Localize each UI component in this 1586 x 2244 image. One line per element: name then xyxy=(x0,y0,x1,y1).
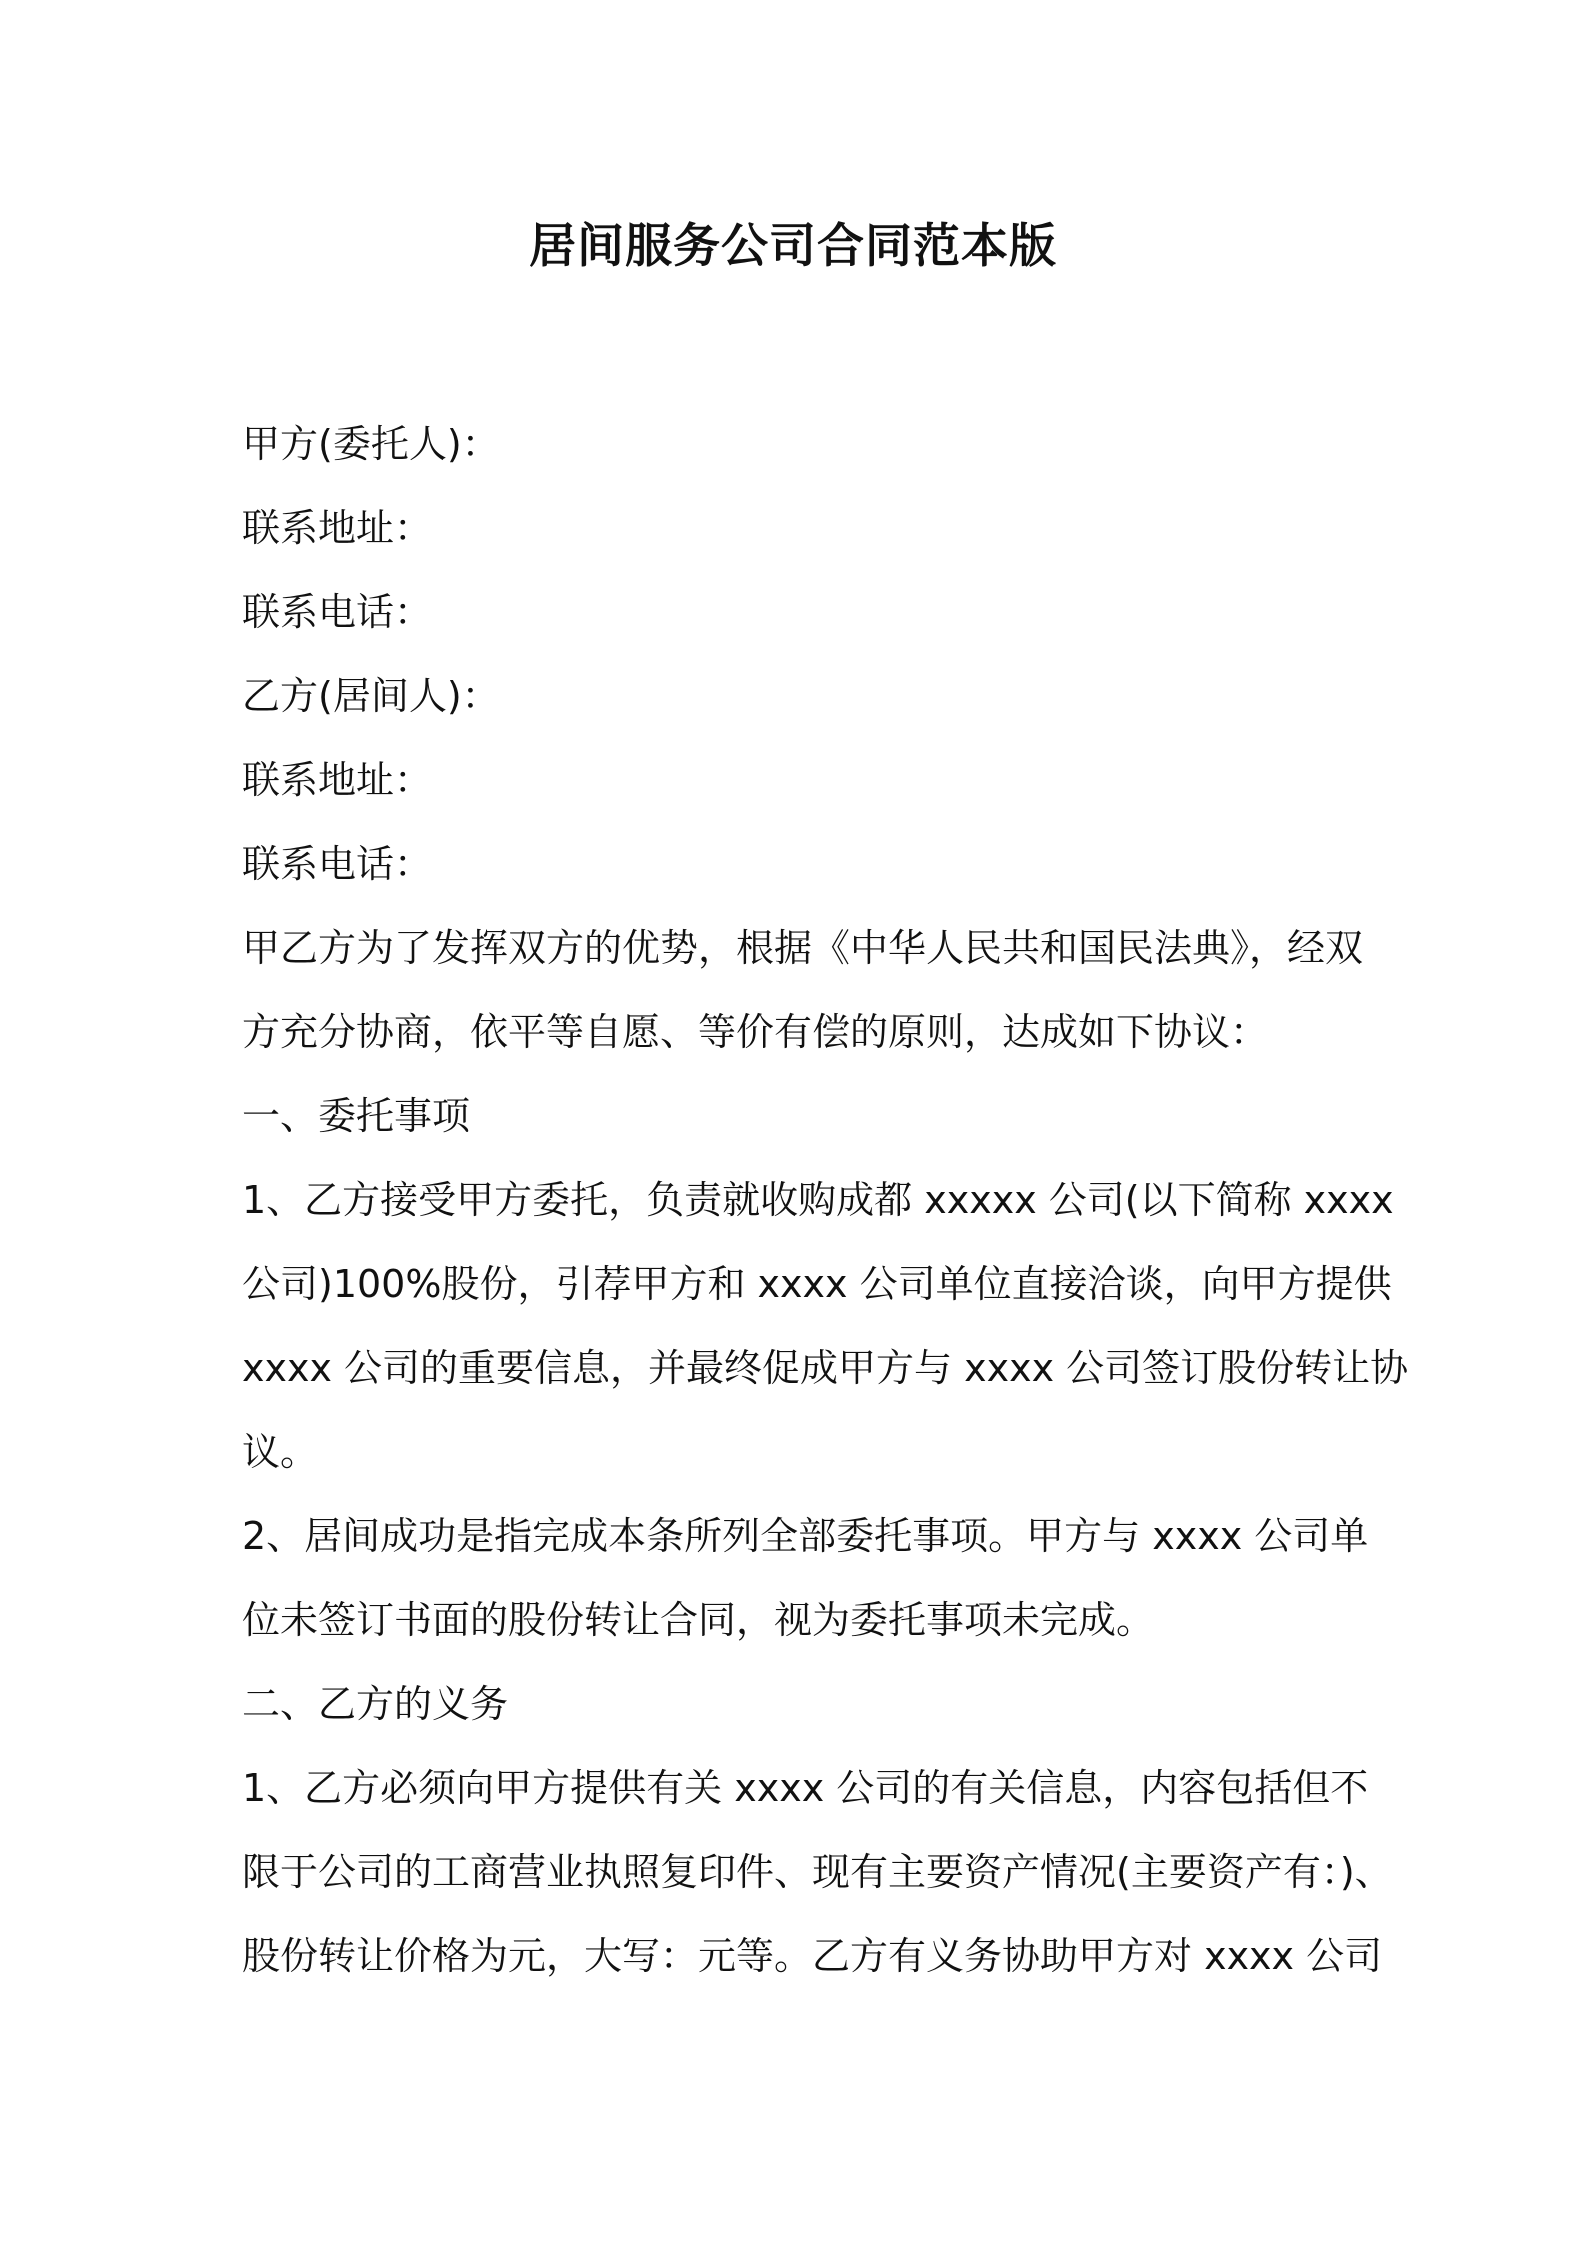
clause-line: 公司)100%股份，引荐甲方和 xxxx 公司单位直接洽谈，向甲方提供 xyxy=(242,1262,1392,1306)
preamble-line: 甲乙方为了发挥双方的优势，根据《中华人民共和国民法典》，经双 xyxy=(242,926,1364,970)
clause-line: 股份转让价格为元，大写：元等。乙方有义务协助甲方对 xxxx 公司 xyxy=(242,1934,1383,1978)
clause-line: 议。 xyxy=(242,1430,319,1474)
section-heading: 二、乙方的义务 xyxy=(242,1682,509,1726)
party-b-phone-line: 联系电话： xyxy=(242,842,433,886)
preamble-line: 方充分协商，依平等自愿、等价有偿的原则，达成如下协议： xyxy=(242,1010,1269,1054)
clause-line: 2、居间成功是指完成本条所列全部委托事项。甲方与 xxxx 公司单 xyxy=(242,1514,1369,1558)
document-body xyxy=(242,402,1409,1998)
clause-line: 限于公司的工商营业执照复印件、现有主要资产情况(主要资产有：)、 xyxy=(242,1850,1393,1894)
section-heading: 一、委托事项 xyxy=(242,1094,471,1138)
party-b-line: 乙方(居间人)： xyxy=(242,674,500,718)
clause-line: 位未签订书面的股份转让合同，视为委托事项未完成。 xyxy=(242,1598,1155,1642)
party-b-address-line: 联系地址： xyxy=(242,758,433,802)
party-a-address-line: 联系地址： xyxy=(242,506,433,550)
party-a-line: 甲方(委托人)： xyxy=(242,422,500,466)
clause-line: xxxx 公司的重要信息，并最终促成甲方与 xxxx 公司签订股份转让协 xyxy=(242,1346,1409,1390)
clause-line: 1、乙方接受甲方委托，负责就收购成都 xxxxx 公司(以下简称 xxxx xyxy=(242,1178,1394,1222)
document-title: 居间服务公司合同范本版 xyxy=(529,219,1057,274)
clause-line: 1、乙方必须向甲方提供有关 xxxx 公司的有关信息，内容包括但不 xyxy=(242,1766,1369,1810)
party-a-phone-line: 联系电话： xyxy=(242,590,433,634)
